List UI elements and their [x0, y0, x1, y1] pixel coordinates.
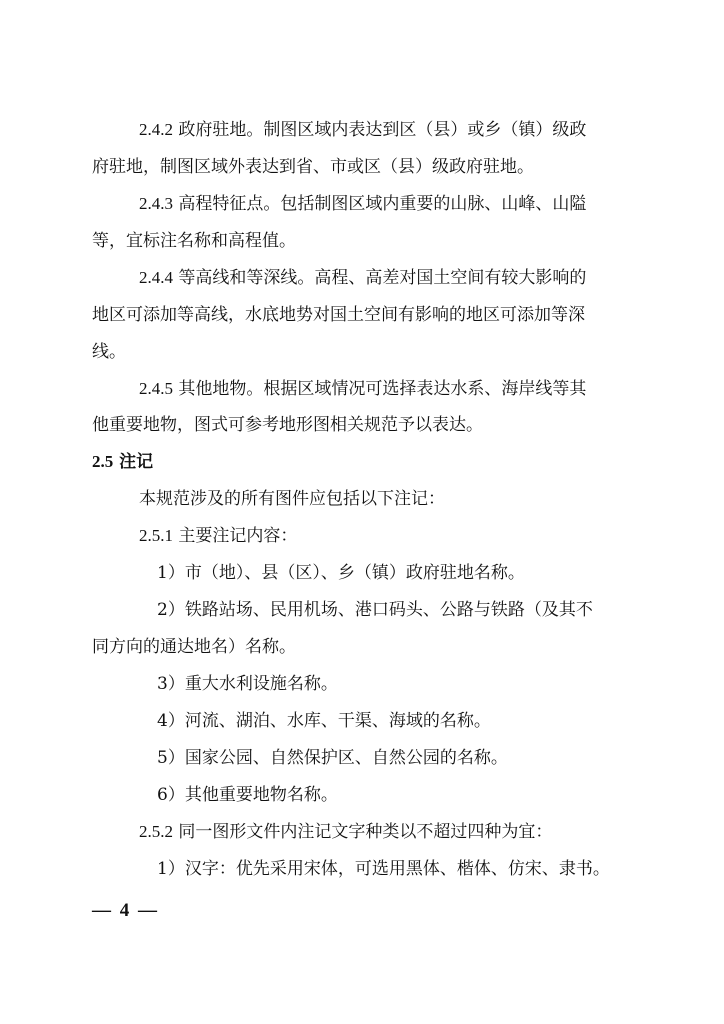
- clause-number: 2.5.1: [139, 526, 173, 545]
- section-title: 注记: [119, 452, 154, 472]
- clause-number: 2.4.3: [139, 194, 173, 213]
- paragraph-text: 高程特征点。包括制图区域内重要的山脉、山峰、山隘: [178, 194, 587, 214]
- clause-2-5-1: [139, 524, 297, 548]
- list-item-text: 4）河流、湖泊、水库、干渠、海域的名称。: [157, 711, 491, 731]
- list-item: [157, 746, 508, 770]
- paragraph-text: 他重要地物，图式可参考地形图相关规范予以表达。: [92, 415, 483, 435]
- paragraph-2-4-3-line-2: [92, 229, 296, 253]
- paragraph-text: 等高线和等深线。高程、高差对国土空间有较大影响的: [178, 268, 587, 288]
- page-number: — 4 —: [92, 900, 159, 921]
- paragraph-2-4-4-line-3: [92, 340, 126, 364]
- paragraph-2-4-3-line-1: [139, 192, 586, 216]
- paragraph-2-4-4-line-1: [139, 266, 586, 290]
- clause-number: 2.4.2: [139, 120, 173, 139]
- paragraph-2-4-5-line-1: [139, 377, 586, 401]
- paragraph-text: 等，宜标注名称和高程值。: [92, 231, 296, 251]
- paragraph-text: 地区可添加等高线，水底地势对国土空间有影响的地区可添加等深: [92, 305, 585, 325]
- list-item: [157, 672, 338, 696]
- list-item-text: 6）其他重要地物名称。: [157, 785, 338, 805]
- list-item-text: 同方向的通达地名）名称。: [92, 637, 296, 657]
- clause-number: 2.5.2: [139, 822, 173, 841]
- list-item-continuation: [92, 635, 296, 659]
- list-item: [157, 709, 491, 733]
- list-item-text: 2）铁路站场、民用机场、港口码头、公路与铁路（及其不: [157, 600, 593, 620]
- paragraph-2-4-5-line-2: [92, 413, 483, 437]
- section-number: 2.5: [92, 452, 114, 471]
- paragraph-text: 线。: [92, 342, 126, 362]
- list-item-text: 5）国家公园、自然保护区、自然公园的名称。: [157, 748, 508, 768]
- list-item: [157, 561, 525, 585]
- list-item: [157, 598, 593, 622]
- section-heading-2-5: [92, 450, 153, 474]
- list-item-text: 1）市（地）、县（区）、乡（镇）政府驻地名称。: [157, 563, 525, 583]
- section-intro: [139, 487, 445, 511]
- paragraph-2-4-2-line-1: [139, 118, 586, 142]
- paragraph-2-4-2-line-2: [92, 155, 534, 179]
- clause-number: 2.4.5: [139, 379, 173, 398]
- list-item-text: 1）汉字：优先采用宋体，可选用黑体、楷体、仿宋、隶书。: [157, 859, 610, 879]
- clause-number: 2.4.4: [139, 268, 173, 287]
- list-item: [157, 857, 610, 881]
- paragraph-text: 主要注记内容：: [178, 526, 298, 546]
- list-item-text: 3）重大水利设施名称。: [157, 674, 338, 694]
- list-item: [157, 783, 338, 807]
- clause-2-5-2: [139, 820, 552, 844]
- paragraph-text: 政府驻地。制图区域内表达到区（县）或乡（镇）级政: [178, 120, 587, 140]
- paragraph-text: 府驻地，制图区域外表达到省、市或区（县）级政府驻地。: [92, 157, 534, 177]
- paragraph-text: 同一图形文件内注记文字种类以不超过四种为宜：: [178, 822, 553, 842]
- paragraph-2-4-4-line-2: [92, 303, 585, 327]
- paragraph-text: 其他地物。根据区域情况可选择表达水系、海岸线等其: [178, 379, 587, 399]
- paragraph-text: 本规范涉及的所有图件应包括以下注记：: [139, 489, 445, 509]
